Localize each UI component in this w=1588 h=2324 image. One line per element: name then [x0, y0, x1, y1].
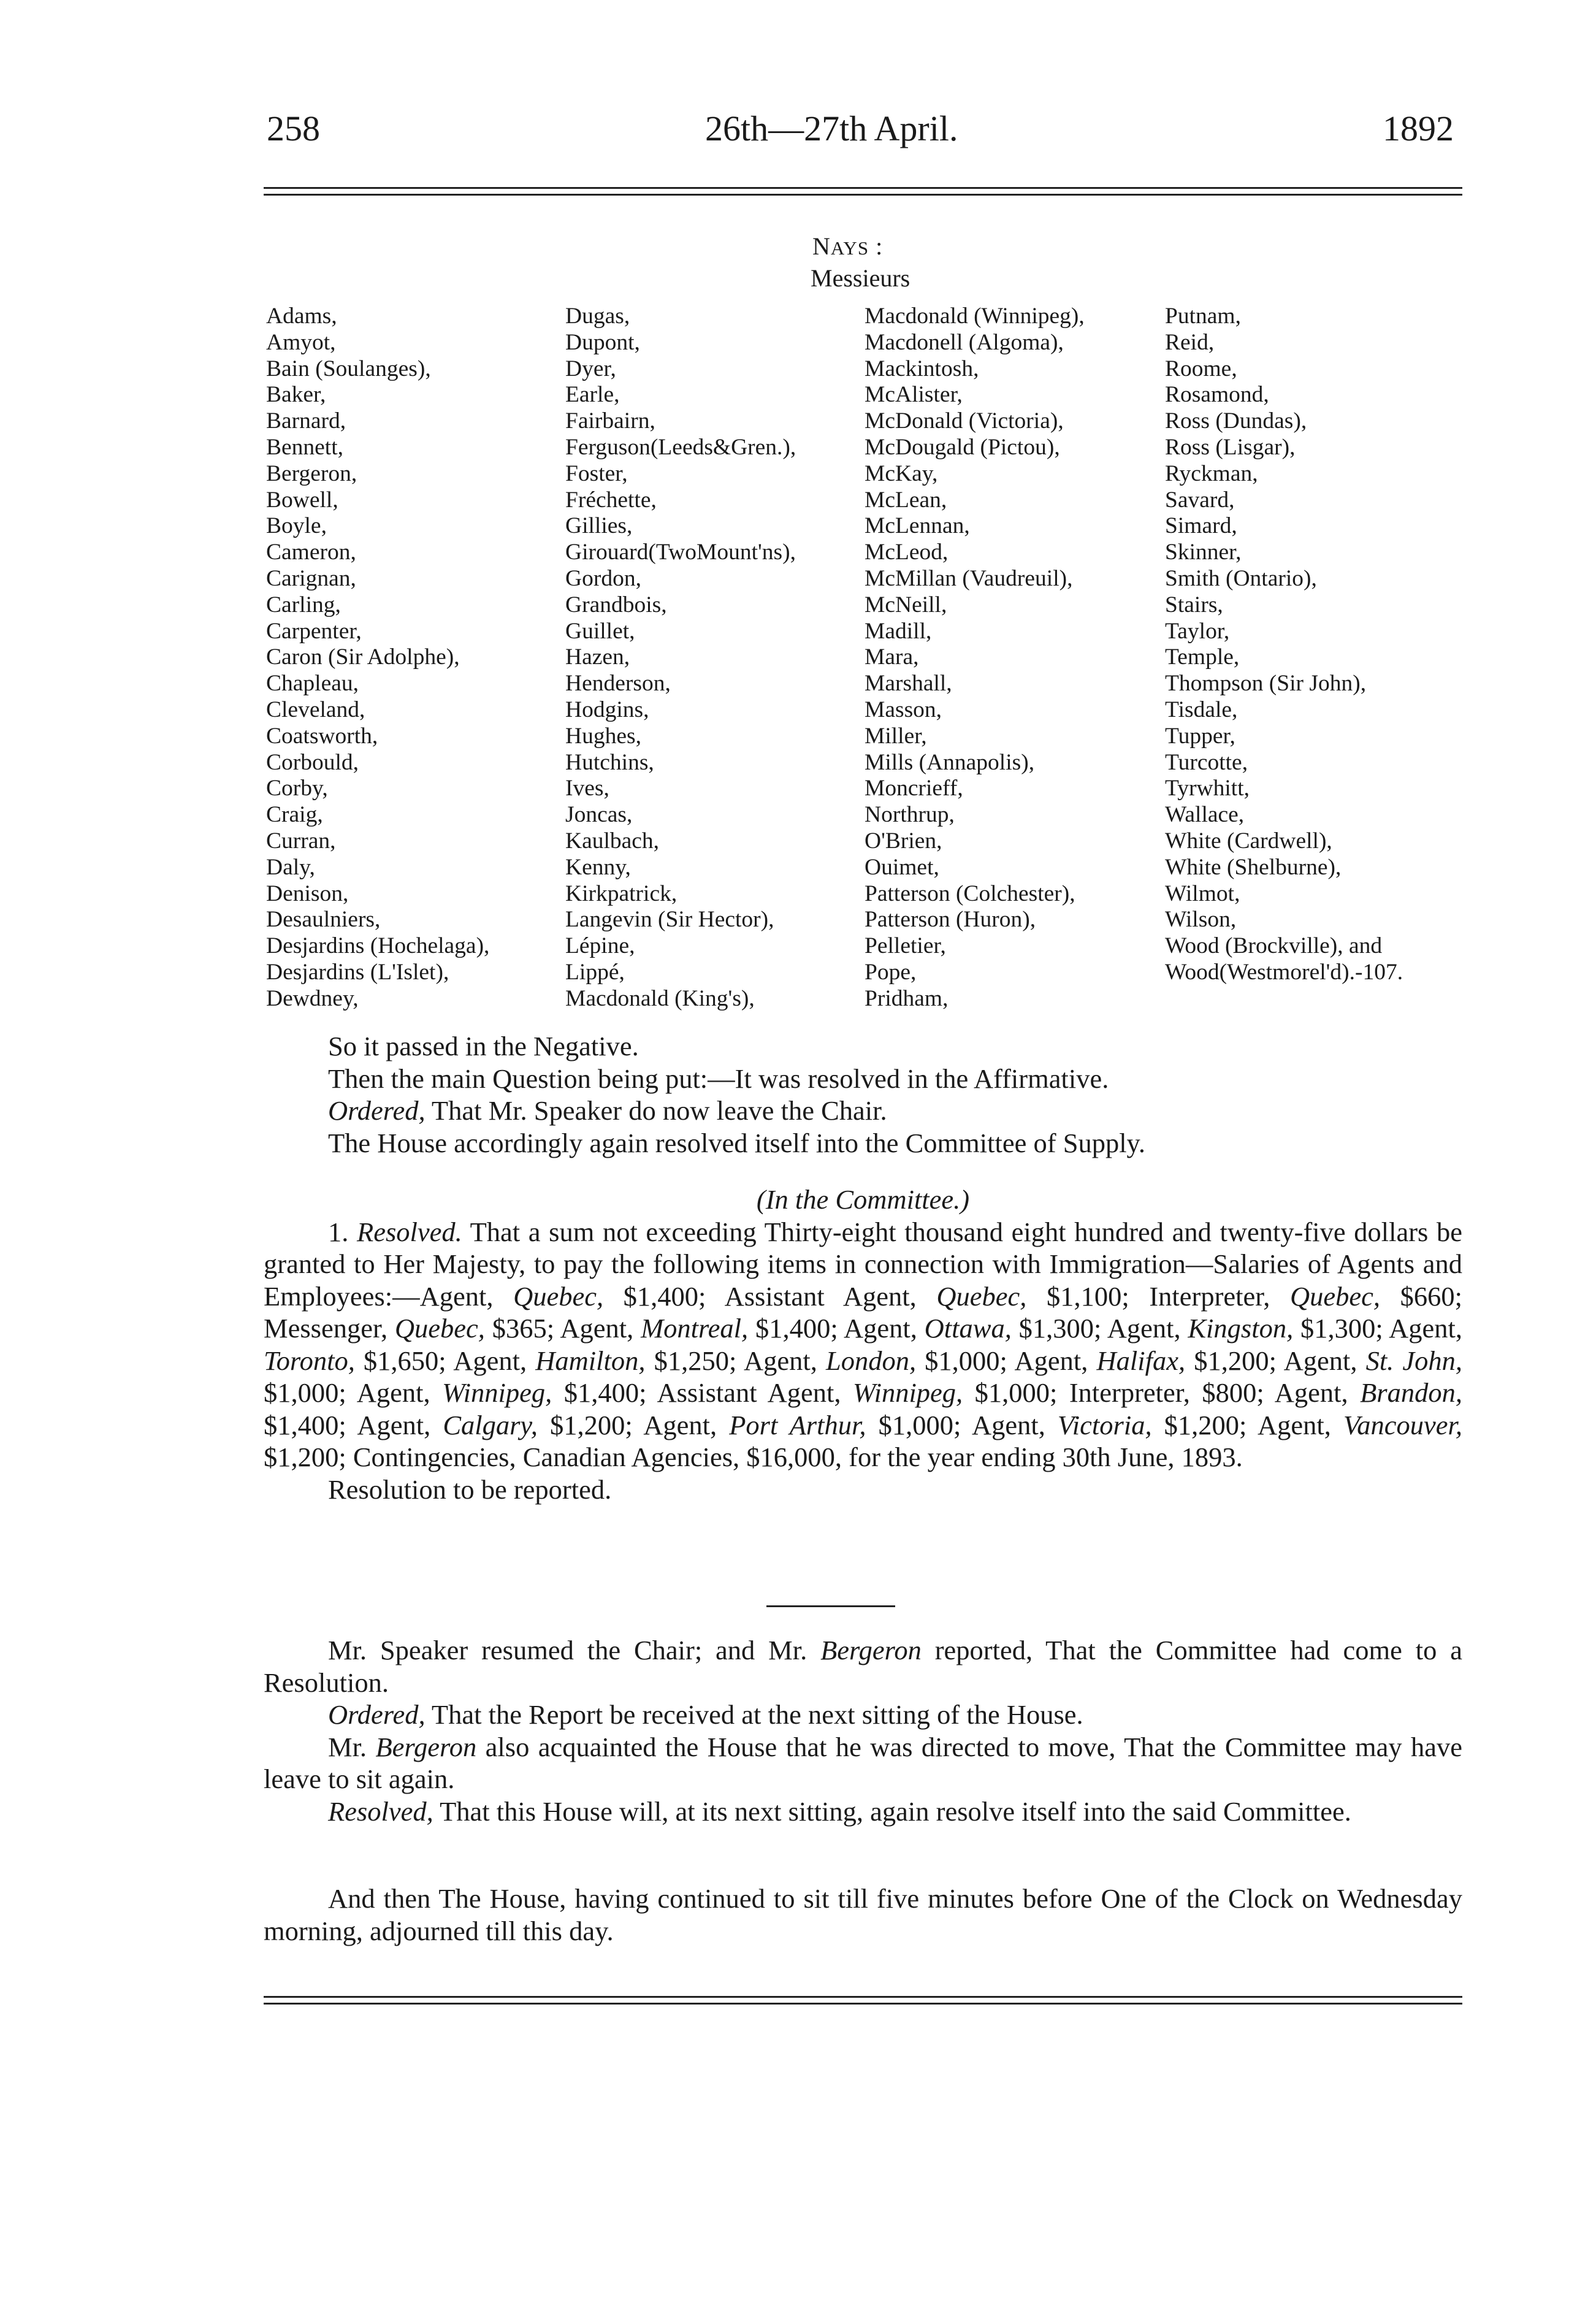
ordered-report-received	[264, 1699, 1462, 1731]
item-place: Calgary,	[443, 1409, 538, 1440]
item-role: Agent,	[453, 1345, 536, 1376]
member-name: McDougald (Pictou),	[865, 434, 1060, 460]
item-role: Interpreter,	[1149, 1280, 1291, 1312]
item-role: Assistant Agent,	[657, 1377, 853, 1408]
item-amount: $1,400	[623, 1280, 699, 1312]
member-name: Craig,	[266, 802, 323, 828]
member-bergeron-2: Bergeron	[375, 1731, 477, 1762]
member-name: White (Shelburne),	[1165, 854, 1342, 880]
member-name: Henderson,	[565, 671, 671, 697]
item-place: Brandon,	[1360, 1377, 1462, 1408]
member-name: Wood (Brockville), and	[1165, 933, 1383, 959]
member-name: Corbould,	[266, 749, 359, 775]
member-name: Guillet,	[565, 618, 635, 644]
messieurs-heading: Messieurs	[811, 264, 910, 292]
member-name: Boyle,	[266, 513, 327, 539]
leave-text-b: also acquainted the House that he was directed to move, That the Committee may have leave to sit again.	[264, 1731, 1462, 1794]
ordered-label: Ordered,	[328, 1095, 426, 1126]
member-name: Marshall,	[865, 671, 952, 697]
page-number: 258	[267, 109, 320, 148]
item-place: Halifax,	[1096, 1345, 1186, 1376]
item-amount: $1,200	[1164, 1409, 1240, 1440]
member-name: Grandbois,	[565, 592, 667, 617]
member-name: Madill,	[865, 618, 932, 644]
resolution-paragraph: 1. Resolved. That a sum not exceeding Thirty-eight thousand eight hundred and twenty-five dollars be granted to Her Majesty, to pay the following items in connection with Immigration—Salaries of Agents and Employees:—Agent, Quebec, $1,400; Assistant Agent, Quebec, $1,100; Interpreter, Quebec, $660; Messenger, Quebec, $365; Agent, Montreal, $1,400; Agent, Ottawa, $1,300; Agent, Kingston, $1,300; Agent, Toronto, $1,650; Agent, Hamilton, $1,250; Agent, London, $1,000; Agent, Halifax, $1,200; Agent, St. John, $1,000; Agent, Winnipeg, $1,400; Assistant Agent, Winnipeg, $1,000; Interpreter, $800; Agent, Brandon, $1,400; Agent, Calgary, $1,200; Agent, Port Arthur, $1,000; Agent, Victoria, $1,200; Agent, Vancouver, $1,200; Contingencies, Canadian Agencies, $16,000, for the year ending 30th June, 1893.	[264, 1216, 1463, 1472]
member-name: Dyer,	[565, 356, 616, 381]
item-role: Agent,	[743, 1345, 826, 1376]
member-name: Desjardins (L'Islet),	[266, 959, 449, 985]
member-bergeron: Bergeron	[820, 1635, 922, 1665]
member-name: Earle,	[565, 382, 620, 408]
item-place: Quebec,	[394, 1313, 485, 1344]
member-name: Amyot,	[266, 329, 336, 355]
report-text-a: Mr. Speaker resumed the Chair; and Mr.	[328, 1635, 821, 1665]
member-name: Mara,	[865, 644, 919, 670]
member-name: Miller,	[865, 723, 927, 749]
member-name: O'Brien,	[865, 828, 942, 854]
item-place: St. John,	[1365, 1345, 1463, 1376]
member-name: Barnard,	[266, 408, 346, 434]
nays-column-1	[266, 304, 489, 1012]
resolution-to-be-reported: Resolution to be reported.	[328, 1474, 612, 1505]
member-name: Gillies,	[565, 513, 633, 539]
member-name: Wallace,	[1165, 802, 1245, 828]
page-year: 1892	[1383, 109, 1454, 148]
member-name: Wilson,	[1165, 907, 1237, 933]
item-place: London,	[825, 1345, 917, 1376]
member-name: Turcotte,	[1165, 749, 1248, 775]
member-name: McKay,	[865, 461, 938, 486]
member-name: Kenny,	[565, 854, 631, 880]
member-name: Kaulbach,	[565, 828, 660, 854]
member-name: Putnam,	[1165, 304, 1241, 329]
member-name: Hutchins,	[565, 749, 654, 775]
member-name: Tupper,	[1165, 723, 1235, 749]
member-name: Stairs,	[1165, 592, 1223, 617]
item-role: Agent,	[1274, 1377, 1361, 1408]
member-name: Patterson (Huron),	[865, 907, 1036, 933]
member-name: Moncrieff,	[865, 776, 963, 801]
member-name: Cameron,	[266, 540, 356, 565]
in-committee-text: (In the Committee.)	[756, 1184, 970, 1215]
item-role: Agent,	[560, 1313, 641, 1344]
member-name: Dugas,	[565, 304, 630, 329]
member-name: Simard,	[1165, 513, 1237, 539]
adjournment-block	[264, 1883, 1462, 1947]
member-name: McMillan (Vaudreuil),	[865, 565, 1073, 591]
member-name: Carling,	[266, 592, 341, 617]
division-result-block	[264, 1030, 1462, 1159]
member-name: McNeill,	[865, 592, 947, 617]
member-name: Pope,	[865, 959, 917, 985]
item-place: Quebec,	[513, 1280, 604, 1312]
member-name: Mackintosh,	[865, 356, 979, 381]
member-name: McDonald (Victoria),	[865, 408, 1064, 434]
leave-to-sit-again	[264, 1731, 1462, 1795]
item-place: Winnipeg,	[852, 1377, 963, 1408]
member-name: Mills (Annapolis),	[865, 749, 1035, 775]
member-name: Foster,	[565, 461, 628, 486]
member-name: Ross (Lisgar),	[1165, 434, 1296, 460]
item-amount: $1,300	[1018, 1313, 1094, 1344]
item-role: Agent,	[1014, 1345, 1097, 1376]
member-name: Tisdale,	[1165, 697, 1238, 722]
report-block	[264, 1634, 1462, 1827]
item-place: Toronto,	[264, 1345, 355, 1376]
member-name: Lépine,	[565, 933, 635, 959]
page-date-heading: 26th—27th April.	[705, 109, 958, 148]
member-name: Ives,	[565, 776, 609, 801]
member-name: Northrup,	[865, 802, 955, 828]
resolution-text: That a sum not exceeding Thirty-eight thousand eight hundred and twenty-five dollars be granted to Her Majesty, to pay the following items in connection with Immigration—Salaries of Agents and Employees:—	[264, 1216, 1462, 1312]
item-role: Agent,	[844, 1313, 925, 1344]
member-name: Wilmot,	[1165, 881, 1240, 906]
member-name: Bain (Soulanges),	[266, 356, 431, 381]
committee-block	[264, 1183, 1462, 1505]
item-role: Agent,	[357, 1409, 443, 1440]
item-amount: $800	[1202, 1377, 1257, 1408]
item-role: Agent,	[419, 1280, 514, 1312]
member-name: Girouard(TwoMount'ns),	[565, 540, 796, 565]
nays-heading-text: NAYS	[812, 232, 869, 260]
resolved-label: Resolved,	[328, 1795, 433, 1827]
item-amount: $1,200	[549, 1409, 625, 1440]
nays-column-3	[865, 304, 1085, 1012]
member-name: Masson,	[865, 697, 942, 722]
member-name: Dewdney,	[266, 985, 359, 1011]
member-name: White (Cardwell),	[1165, 828, 1332, 854]
item-amount: $1,200	[1194, 1345, 1269, 1376]
member-name: McLennan,	[865, 513, 970, 539]
member-name: Carignan,	[266, 565, 356, 591]
member-name: Patterson (Colchester),	[865, 881, 1075, 906]
member-name: Savard,	[1165, 487, 1235, 513]
member-name: Curran,	[266, 828, 336, 854]
member-name: Pridham,	[865, 985, 949, 1011]
member-name: Hodgins,	[565, 697, 649, 722]
item-role: Messenger,	[264, 1313, 395, 1344]
item-place: Ottawa,	[924, 1313, 1012, 1344]
ordered-leave-chair	[264, 1095, 1462, 1127]
committee-of-supply: The House accordingly again resolved itself into the Committee of Supply.	[328, 1127, 1146, 1158]
item-place: Vancouver,	[1343, 1409, 1462, 1440]
item-amount: $1,000	[925, 1345, 1000, 1376]
item-amount: $1,400	[755, 1313, 831, 1344]
member-name: Bowell,	[266, 487, 338, 513]
item-role: Agent,	[1107, 1313, 1188, 1344]
resolution-closing: Contingencies, Canadian Agencies, $16,000, for the year ending 30th June, 1893.	[353, 1442, 1243, 1472]
resolution-label: Resolved.	[357, 1216, 462, 1247]
item-role: Assistant Agent,	[724, 1280, 937, 1312]
item-role: Agent,	[643, 1409, 730, 1440]
item-role: Agent,	[356, 1377, 443, 1408]
member-name: Desjardins (Hochelaga),	[266, 933, 490, 959]
nays-heading-smallcaps: AYS	[830, 237, 869, 259]
member-name: Ouimet,	[865, 854, 939, 880]
member-name: Daly,	[266, 854, 315, 880]
resolution-number: 1.	[328, 1216, 357, 1247]
item-role: Interpreter,	[1069, 1377, 1202, 1408]
item-amount: $1,400	[563, 1377, 639, 1408]
item-amount: $1,000	[974, 1377, 1050, 1408]
item-role: Agent,	[1258, 1409, 1343, 1440]
item-amount: $1,100	[1046, 1280, 1122, 1312]
section-separator	[766, 1605, 895, 1607]
member-name: Dupont,	[565, 329, 640, 355]
item-place: Quebec,	[1290, 1280, 1381, 1312]
in-committee-heading	[264, 1183, 1462, 1216]
nays-column-4	[1165, 304, 1403, 986]
footer-double-rule	[264, 1996, 1462, 2005]
item-role: Agent,	[971, 1409, 1058, 1440]
item-amount: $1,200	[264, 1442, 339, 1472]
member-name: Baker,	[266, 382, 326, 408]
member-name: Hughes,	[565, 723, 641, 749]
member-name: Denison,	[266, 881, 349, 906]
ordered-report-text: That the Report be received at the next sitting of the House.	[425, 1699, 1083, 1730]
resolved-text: That this House will, at its next sitting, again resolve itself into the said Committee.	[433, 1795, 1351, 1827]
leave-text-a: Mr.	[328, 1731, 376, 1762]
member-name: Macdonald (Winnipeg),	[865, 304, 1085, 329]
member-name: Caron (Sir Adolphe),	[266, 644, 460, 670]
member-name: Macdonell (Algoma),	[865, 329, 1064, 355]
member-name: Corby,	[266, 776, 328, 801]
adjournment-paragraph: And then The House, having continued to sit till five minutes before One of the Clock on Wednesday morning, adjourned till this day.	[264, 1883, 1462, 1946]
member-name: Roome,	[1165, 356, 1237, 381]
member-name: Kirkpatrick,	[565, 881, 678, 906]
member-name: Bergeron,	[266, 461, 357, 486]
member-name: Chapleau,	[266, 671, 359, 697]
member-name: Cleveland,	[266, 697, 365, 722]
item-role: Agent,	[1389, 1313, 1462, 1344]
member-name: Ryckman,	[1165, 461, 1258, 486]
member-name: Smith (Ontario),	[1165, 565, 1317, 591]
member-name: McLean,	[865, 487, 947, 513]
ordered-leave-text: That Mr. Speaker do now leave the Chair.	[425, 1095, 887, 1126]
item-place: Winnipeg,	[442, 1377, 552, 1408]
member-name: Gordon,	[565, 565, 641, 591]
item-amount: $1,000	[878, 1409, 953, 1440]
item-place: Victoria,	[1057, 1409, 1152, 1440]
item-amount: $660	[1400, 1280, 1455, 1312]
member-name: Langevin (Sir Hector),	[565, 907, 774, 933]
ordered-label-2: Ordered,	[328, 1699, 426, 1730]
negative-result: So it passed in the Negative.	[328, 1031, 639, 1061]
item-amount: $1,400	[264, 1409, 339, 1440]
member-name: Reid,	[1165, 329, 1215, 355]
member-name: Ross (Dundas),	[1165, 408, 1307, 434]
speaker-resumed-chair	[264, 1634, 1462, 1699]
member-name: Carpenter,	[266, 618, 362, 644]
member-name: Ferguson(Leeds&Gren.),	[565, 434, 796, 460]
member-name: Rosamond,	[1165, 382, 1269, 408]
item-amount: $1,250	[654, 1345, 729, 1376]
member-name: Hazen,	[565, 644, 630, 670]
nays-heading: NAYS :	[812, 232, 884, 260]
item-amount: $365	[492, 1313, 547, 1344]
item-role: Agent,	[1283, 1345, 1366, 1376]
member-name: Fréchette,	[565, 487, 657, 513]
member-name: Tyrwhitt,	[1165, 776, 1250, 801]
item-amount: $1,000	[264, 1377, 339, 1408]
member-name: Pelletier,	[865, 933, 946, 959]
main-question-result: Then the main Question being put:—It was resolved in the Affirmative.	[328, 1063, 1109, 1094]
member-name: Skinner,	[1165, 540, 1242, 565]
item-place: Montreal,	[641, 1313, 749, 1344]
member-name: Lippé,	[565, 959, 625, 985]
member-name: Adams,	[266, 304, 337, 329]
item-place: Kingston,	[1188, 1313, 1294, 1344]
resolved-next-sitting	[264, 1795, 1462, 1828]
member-name: Thompson (Sir John),	[1165, 671, 1367, 697]
member-name: Macdonald (King's),	[565, 985, 755, 1011]
member-name: Fairbairn,	[565, 408, 655, 434]
member-name: Taylor,	[1165, 618, 1230, 644]
item-place: Quebec,	[936, 1280, 1027, 1312]
member-name: McAlister,	[865, 382, 963, 408]
member-name: Coatsworth,	[266, 723, 378, 749]
member-name: Bennett,	[266, 434, 344, 460]
report-text-b: reported, That the Committee had come to a Resolution.	[264, 1635, 1462, 1698]
member-name: McLeod,	[865, 540, 949, 565]
member-name: Wood(Westmorel'd).-107.	[1165, 959, 1403, 985]
member-name: Temple,	[1165, 644, 1240, 670]
item-place: Port Arthur,	[729, 1409, 866, 1440]
member-name: Joncas,	[565, 802, 633, 828]
nays-column-2	[565, 304, 796, 1012]
item-place: Hamilton,	[535, 1345, 646, 1376]
member-name: Desaulniers,	[266, 907, 381, 933]
item-amount: $1,650	[363, 1345, 439, 1376]
item-amount: $1,300	[1300, 1313, 1376, 1344]
header-double-rule	[264, 187, 1462, 196]
